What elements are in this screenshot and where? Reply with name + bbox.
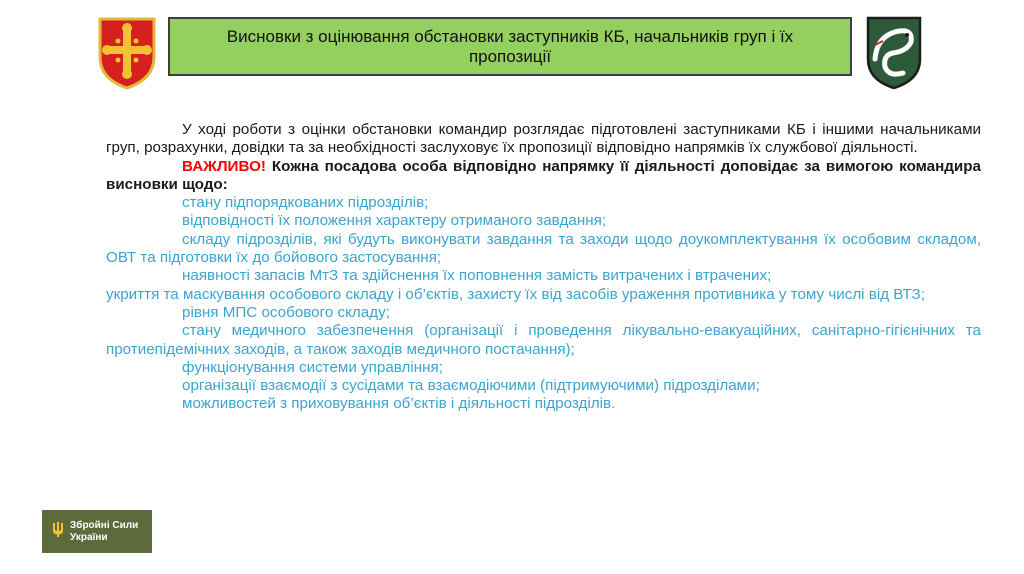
list-item: організації взаємодії з сусідами та взаємодіючими (підтримуючими) підрозділами; <box>182 377 760 395</box>
list-item: складу підрозділів, які будуть виконувати завдання та заходи щодо доукомплектування їх особовим складом, ОВТ та підготовки їх до бойового застосування; <box>106 230 981 267</box>
list-item: стану підпорядкованих підрозділів; <box>182 194 429 212</box>
important-text: Кожна посадова особа відповідно напрямку її діяльності доповідає за вимогою командира висновки щодо: <box>106 157 981 193</box>
list-item: можливостей з приховування об’єктів і діяльності підрозділів. <box>182 395 616 413</box>
badge-label: Збройні Сили України <box>70 519 139 543</box>
intro-paragraph: У ході роботи з оцінки обстановки командир розглядає підготовлені заступниками КБ і іншими начальниками груп, розрахунки, довідки та за необхідності заслуховує їх пропозиції відповідно напрямків їх службової діяльності. <box>106 121 981 157</box>
green-shield-white-serpent-emblem-icon <box>863 15 925 91</box>
list-item: рівня МПС особового складу; <box>182 303 390 321</box>
armed-forces-badge <box>42 510 152 553</box>
slide-title: Висновки з оцінювання обстановки заступників КБ, начальників груп і їх пропозиції <box>226 26 794 66</box>
list-item: функціонування системи управління; <box>182 358 443 376</box>
list-item: відповідності їх положення характеру отриманого завдання; <box>182 212 607 230</box>
important-label: ВАЖЛИВО! <box>182 157 266 175</box>
red-shield-gold-cross-emblem-icon <box>96 15 158 91</box>
slide-title-box <box>168 17 852 76</box>
list-item: наявності запасів МтЗ та здійснення їх поповнення замість витрачених і втрачених; <box>182 267 772 285</box>
slide-body <box>106 121 981 414</box>
trident-icon <box>52 521 64 542</box>
list-item: стану медичного забезпечення (організації і проведення лікувально-евакуаційних, санітарно-гігієнічних та протиепідемічних заходів, а також заходів медичного постачання); <box>106 322 981 358</box>
list-item: укриття та маскування особового складу і об’єктів, захисту їх від засобів ураження противника у тому числі від ВТЗ; <box>106 285 925 303</box>
important-paragraph <box>106 158 981 195</box>
